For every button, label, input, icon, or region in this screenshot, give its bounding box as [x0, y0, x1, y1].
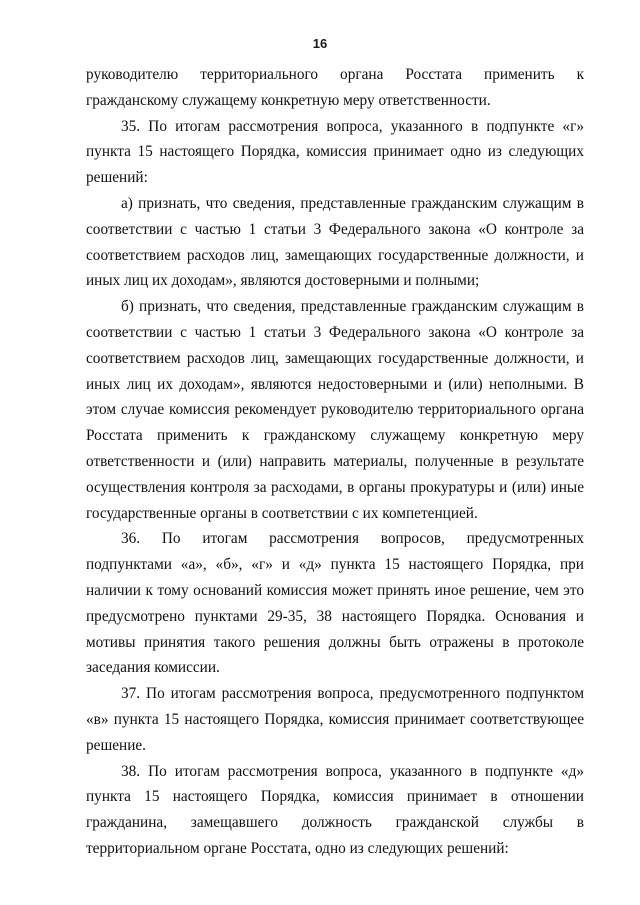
paragraph-subitem-b: б) признать, что сведения, представленные гражданским служащим в соответствии с частью 1 статьи 3 Федерального закона «О контроле за соответствием расходов лиц, замещающих государственные должности, и иных лиц их доходам», являются недостоверными и (или) неполными. В этом случае комиссия рекомендует руководителю территориального органа Росстата применить к гражданскому служащему конкретную меру ответственности и (или) направить материалы, полученные в результате осуществления контроля за расходами, в органы прокуратуры и (или) иные государственные органы в соответствии с их компетенцией. [86, 298, 584, 522]
paragraph-item-36: 36. По итогам рассмотрения вопросов, предусмотренных подпунктами «а», «б», «г» и «д» пункта 15 настоящего Порядка, при наличии к тому оснований комиссия может принять иное решение, чем это предусмотрено пунктами 29-35, 38 настоящего Порядка. Основания и мотивы принятия такого решения должны быть отражены в протоколе заседания комиссии. [86, 530, 584, 677]
paragraph-continuation: руководителю территориального органа Росстата применить к гражданскому служащему конкретную меру ответственности. [86, 66, 584, 109]
document-body [86, 62, 584, 862]
paragraph-subitem-a: а) признать, что сведения, представленные гражданским служащим в соответствии с частью 1 статьи 3 Федерального закона «О контроле за соответствием расходов лиц, замещающих государственные должности, и иных лиц их доходам», являются достоверными и полными; [86, 194, 584, 290]
paragraph-item-38: 38. По итогам рассмотрения вопроса, указанного в подпункте «д» пункта 15 настоящего Порядка, комиссия принимает в отношении гражданина, замещавшего должность гражданской службы в территориальном органе Росстата, одно из следующих решений: [86, 762, 584, 857]
paragraph-item-37: 37. По итогам рассмотрения вопроса, предусмотренного подпунктом «в» пункта 15 настоящего Порядка, комиссия принимает соответствующее решение. [86, 685, 584, 754]
page-number: 16 [312, 36, 328, 51]
paragraph-item-35: 35. По итогам рассмотрения вопроса, указанного в подпункте «г» пункта 15 настоящего Порядка, комиссия принимает одно из следующих решений: [86, 117, 584, 187]
